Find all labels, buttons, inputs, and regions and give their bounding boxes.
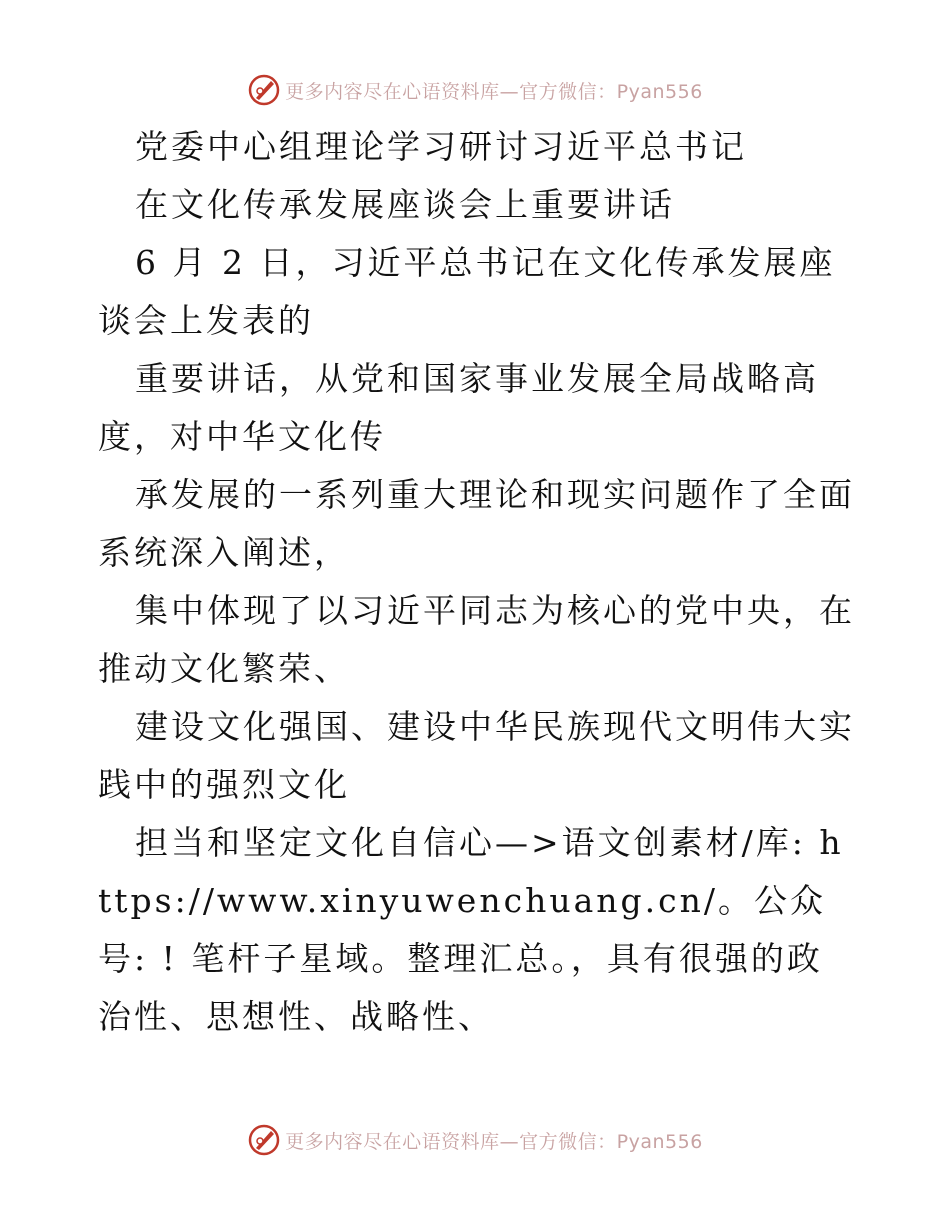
paragraph: 集中体现了以习近平同志为核心的党中央，在推动文化繁荣、	[98, 591, 855, 688]
red-quill-emblem-icon	[247, 1123, 281, 1157]
banner-text: 更多内容尽在心语资料库—官方微信：Pyan556	[285, 80, 703, 103]
paragraph: 党委中心组理论学习研讨习近平总书记	[135, 127, 747, 166]
red-quill-emblem-icon	[247, 73, 281, 107]
paragraph: 承发展的一系列重大理论和现实问题作了全面系统深入阐述，	[98, 475, 855, 572]
paragraph: 在文化传承发展座谈会上重要讲话	[135, 185, 675, 224]
paragraph: 重要讲话，从党和国家事业发展全局战略高度，对中华文化传	[98, 359, 819, 456]
paragraph: 建设文化强国、建设中华民族现代文明伟大实践中的强烈文化	[98, 707, 855, 804]
document-body	[98, 118, 858, 1046]
footer-banner	[0, 1120, 950, 1160]
paragraph: 担当和坚定文化自信心—>语文创素材/库: https://www.xinyuwenchuang.cn/。公众号: ! 笔杆子星域。整理汇总。，具有很强的政治性、思想性、战略性、	[98, 823, 844, 1036]
banner-text: 更多内容尽在心语资料库—官方微信：Pyan556	[285, 1130, 703, 1153]
paragraph: 6 月 2 日，习近平总书记在文化传承发展座谈会上发表的	[98, 243, 836, 340]
header-banner	[0, 70, 950, 110]
